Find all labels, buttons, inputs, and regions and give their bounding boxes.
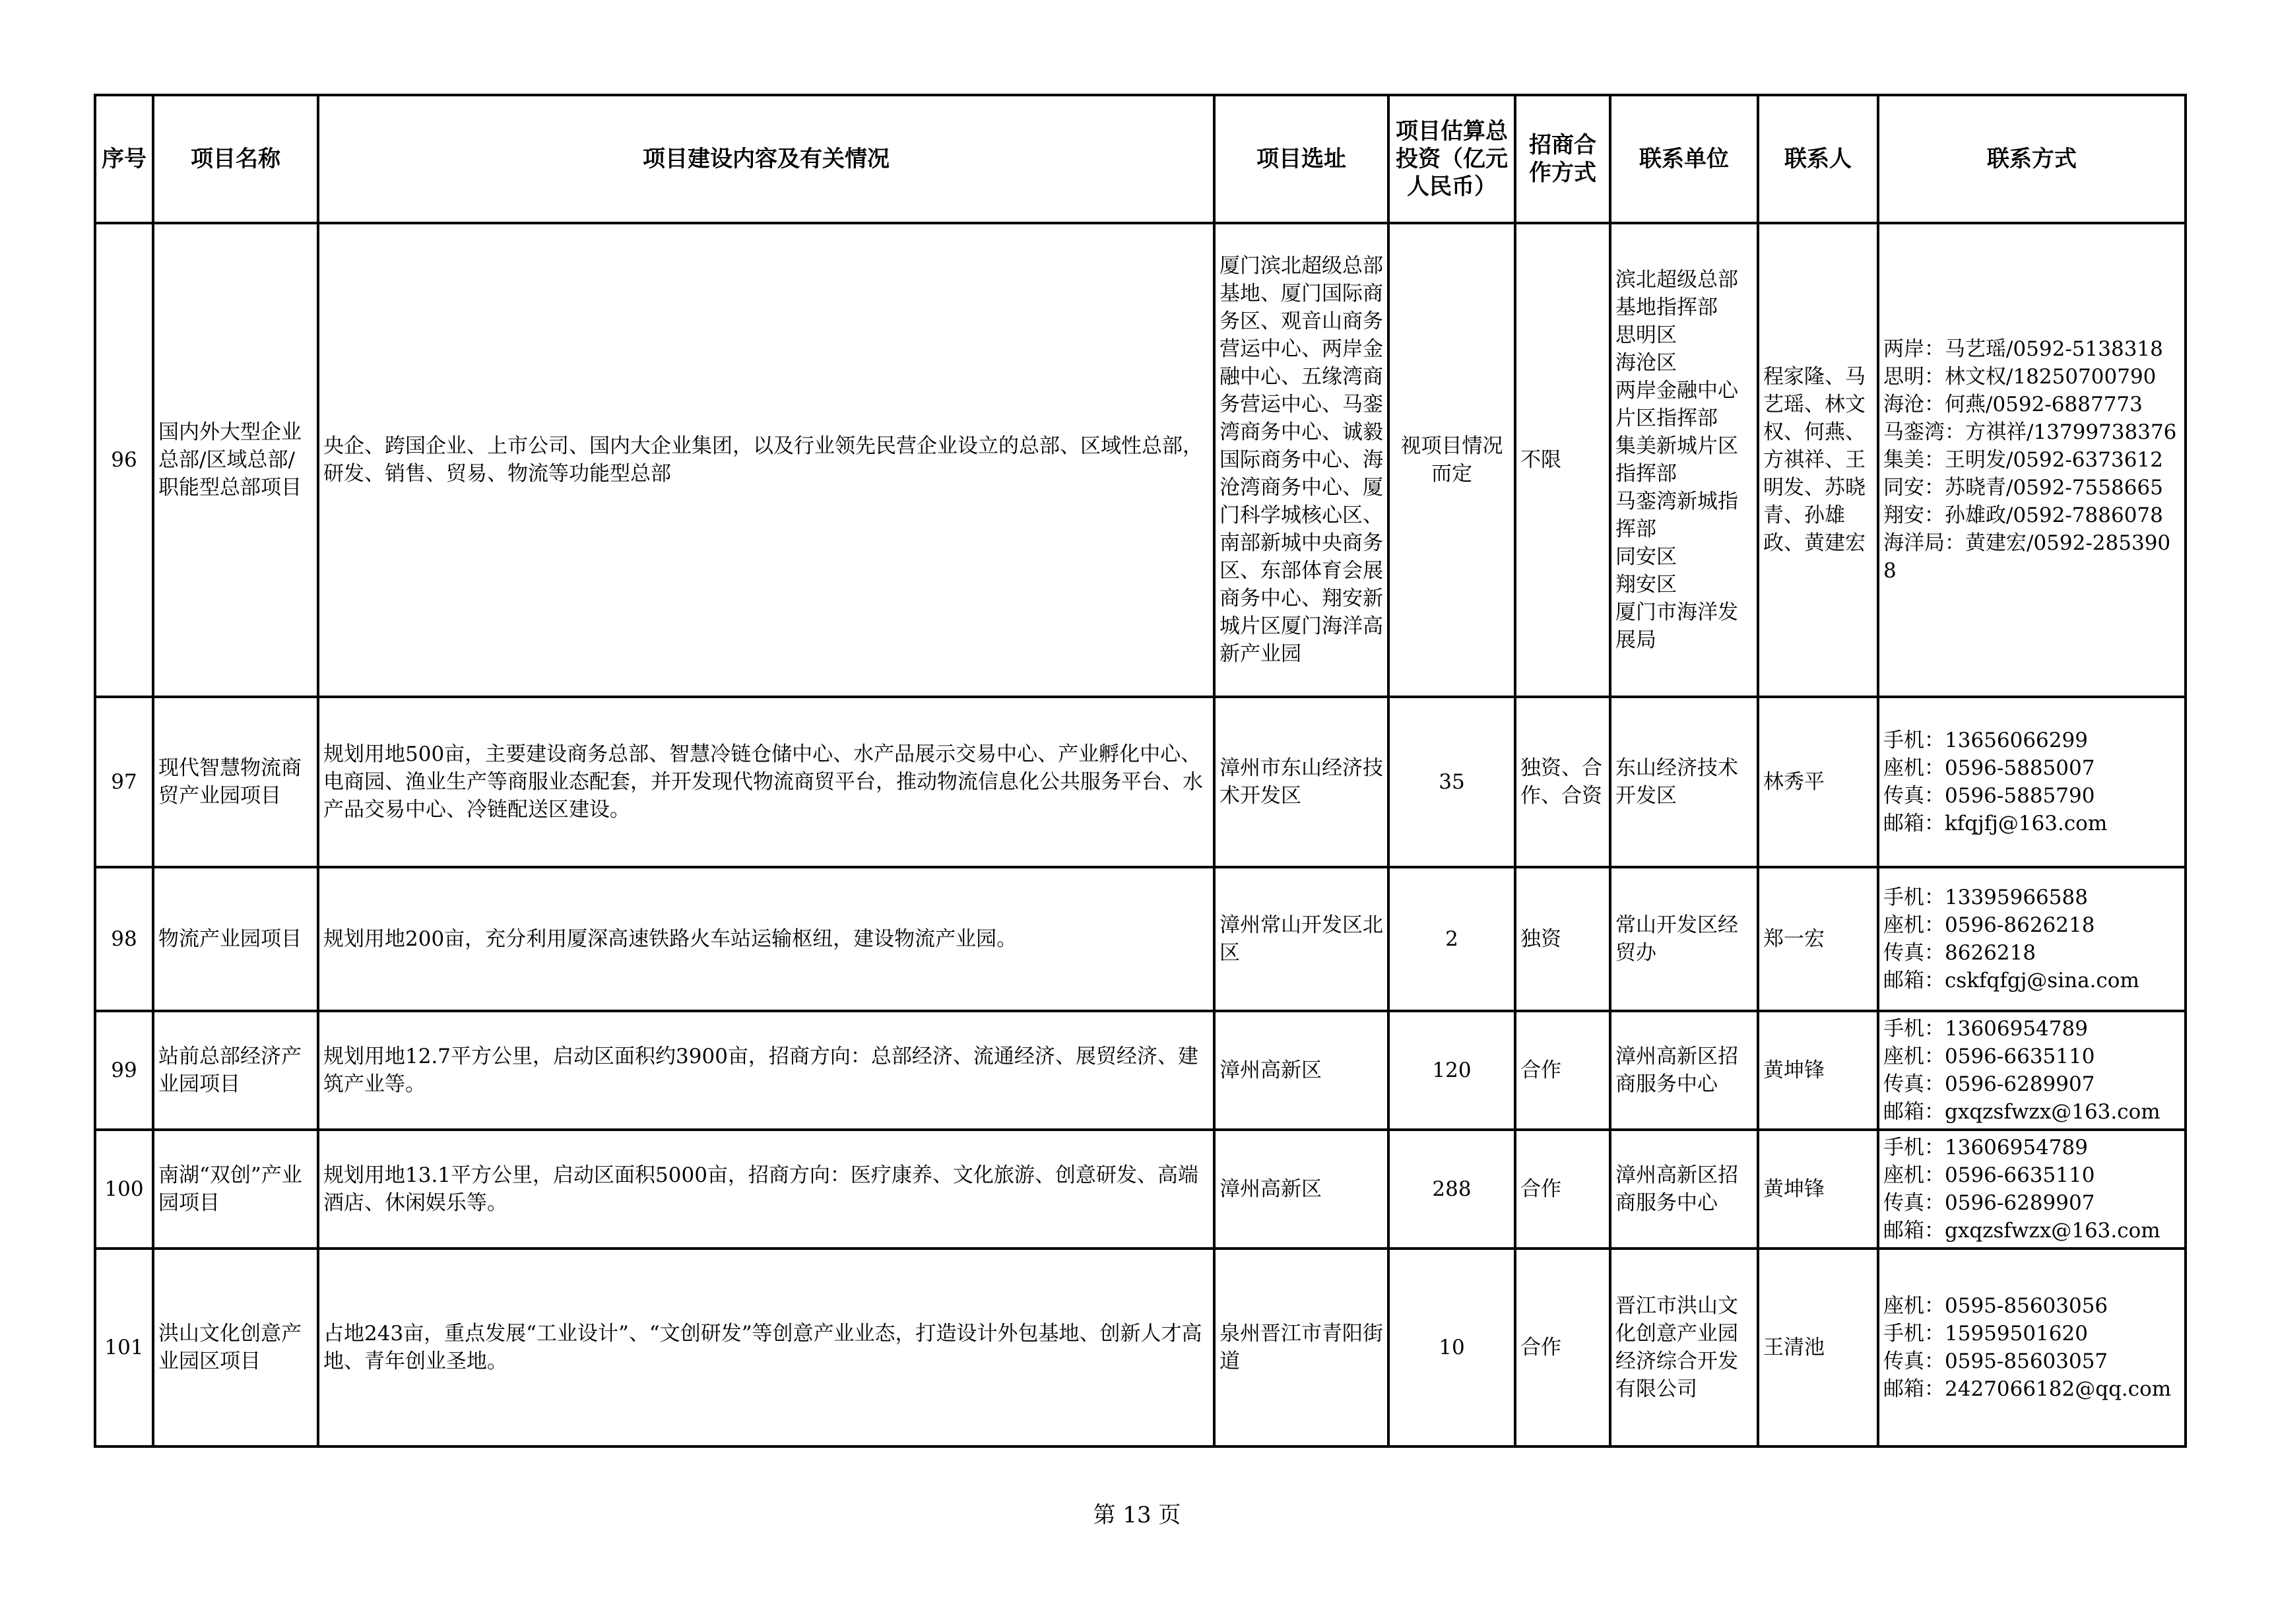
contact-line: 座机：0596-6635110 (1883, 1045, 2095, 1068)
cell-mode: 不限 (1515, 223, 1610, 697)
unit-line: 厦门市海洋发展局 (1615, 601, 1738, 652)
unit-line: 漳州高新区招商服务中心 (1615, 1163, 1738, 1215)
cell-mode: 合作 (1515, 1130, 1610, 1249)
cell-person: 黄坤锋 (1758, 1130, 1878, 1249)
contact-line: 传真：0596-6289907 (1883, 1072, 2095, 1096)
contact-line: 手机：13606954789 (1883, 1136, 2088, 1159)
cell-person: 黄坤锋 (1758, 1011, 1878, 1130)
cell-mode: 独资、合作、合资 (1515, 697, 1610, 867)
cell-unit (1610, 223, 1758, 697)
cell-name: 国内外大型企业总部/区域总部/职能型总部项目 (153, 223, 318, 697)
contact-line: 思明：林文权/18250700790 (1883, 365, 2157, 389)
contact-line: 邮箱：cskfqfgj@sina.com (1883, 969, 2139, 992)
cell-name: 站前总部经济产业园项目 (153, 1011, 318, 1130)
cell-mode: 合作 (1515, 1011, 1610, 1130)
contact-line: 传真：0595-85603057 (1883, 1349, 2108, 1373)
unit-line: 滨北超级总部基地指挥部 (1615, 268, 1738, 319)
unit-line: 漳州高新区招商服务中心 (1615, 1045, 1738, 1096)
unit-line: 海沧区 (1615, 351, 1677, 375)
cell-investment: 120 (1388, 1011, 1515, 1130)
cell-seq: 101 (95, 1249, 153, 1446)
cell-content: 占地243亩，重点发展“工业设计”、“文创研发”等创意产业业态，打造设计外包基地、创新人才高地、青年创业圣地。 (318, 1249, 1214, 1446)
project-table-container (94, 94, 2187, 1448)
cell-name: 南湖“双创”产业园项目 (153, 1130, 318, 1249)
contact-line: 同安：苏晓青/0592-7558665 (1883, 476, 2163, 500)
cell-investment: 10 (1388, 1249, 1515, 1446)
cell-content: 规划用地12.7平方公里，启动区面积约3900亩，招商方向：总部经济、流通经济、展贸经济、建筑产业等。 (318, 1011, 1214, 1130)
cell-seq: 96 (95, 223, 153, 697)
cell-contact (1878, 1011, 2186, 1130)
contact-line: 手机：13395966588 (1883, 886, 2088, 909)
table-row (95, 1130, 2186, 1249)
cell-mode: 合作 (1515, 1249, 1610, 1446)
cell-content: 央企、跨国企业、上市公司、国内大企业集团，以及行业领先民营企业设立的总部、区域性总部，研发、销售、贸易、物流等功能型总部 (318, 223, 1214, 697)
cell-name: 物流产业园项目 (153, 867, 318, 1011)
header-seq: 序号 (95, 95, 153, 223)
cell-name: 现代智慧物流商贸产业园项目 (153, 697, 318, 867)
contact-line: 座机：0596-8626218 (1883, 913, 2095, 937)
header-site: 项目选址 (1214, 95, 1388, 223)
cell-contact (1878, 867, 2186, 1011)
cell-person: 林秀平 (1758, 697, 1878, 867)
cell-site: 泉州晋江市青阳街道 (1214, 1249, 1388, 1446)
cell-investment: 2 (1388, 867, 1515, 1011)
header-person: 联系人 (1758, 95, 1878, 223)
contact-line: 海沧：何燕/0592-6887773 (1883, 393, 2143, 416)
cell-site: 漳州市东山经济技术开发区 (1214, 697, 1388, 867)
cell-unit (1610, 1249, 1758, 1446)
unit-line: 两岸金融中心片区指挥部 (1615, 379, 1738, 430)
cell-person: 王清池 (1758, 1249, 1878, 1446)
cell-seq: 98 (95, 867, 153, 1011)
cell-investment: 视项目情况而定 (1388, 223, 1515, 697)
header-name: 项目名称 (153, 95, 318, 223)
table-row (95, 867, 2186, 1011)
cell-investment: 288 (1388, 1130, 1515, 1249)
cell-unit (1610, 867, 1758, 1011)
unit-line: 晋江市洪山文化创意产业园经济综合开发有限公司 (1615, 1294, 1738, 1401)
header-mode: 招商合作方式 (1515, 95, 1610, 223)
cell-unit (1610, 1130, 1758, 1249)
contact-line: 传真：8626218 (1883, 941, 2036, 965)
table-row (95, 1249, 2186, 1446)
cell-person: 程家隆、马艺瑶、林文权、何燕、方祺祥、王明发、苏晓青、孙雄政、黄建宏 (1758, 223, 1878, 697)
cell-seq: 99 (95, 1011, 153, 1130)
header-content: 项目建设内容及有关情况 (318, 95, 1214, 223)
contact-line: 两岸：马艺瑶/0592-5138318 (1883, 337, 2163, 361)
cell-content: 规划用地200亩，充分利用厦深高速铁路火车站运输枢纽，建设物流产业园。 (318, 867, 1214, 1011)
cell-investment: 35 (1388, 697, 1515, 867)
cell-name: 洪山文化创意产业园区项目 (153, 1249, 318, 1446)
unit-line: 东山经济技术开发区 (1615, 756, 1738, 808)
cell-person: 郑一宏 (1758, 867, 1878, 1011)
header-investment: 项目估算总投资（亿元人民币） (1388, 95, 1515, 223)
cell-site: 漳州常山开发区北区 (1214, 867, 1388, 1011)
unit-line: 集美新城片区指挥部 (1615, 434, 1738, 486)
contact-line: 座机：0596-6635110 (1883, 1163, 2095, 1187)
unit-line: 常山开发区经贸办 (1615, 913, 1738, 965)
header-unit: 联系单位 (1610, 95, 1758, 223)
unit-line: 思明区 (1615, 323, 1677, 347)
cell-content: 规划用地13.1平方公里，启动区面积5000亩，招商方向：医疗康养、文化旅游、创意研发、高端酒店、休闲娱乐等。 (318, 1130, 1214, 1249)
contact-line: 座机：0596-5885007 (1883, 756, 2095, 780)
contact-line: 集美：王明发/0592-6373612 (1883, 448, 2163, 472)
cell-site: 厦门滨北超级总部基地、厦门国际商务区、观音山商务营运中心、两岸金融中心、五缘湾商务营运中心、马銮湾商务中心、诚毅国际商务中心、海沧湾商务中心、厦门科学城核心区、南部新城中央商务区、东部体育会展商务中心、翔安新城片区厦门海洋高新产业园 (1214, 223, 1388, 697)
cell-contact (1878, 1130, 2186, 1249)
contact-line: 邮箱：2427066182@qq.com (1883, 1377, 2172, 1401)
contact-line: 座机：0595-85603056 (1883, 1294, 2108, 1318)
contact-line: 手机：13606954789 (1883, 1017, 2088, 1041)
cell-seq: 100 (95, 1130, 153, 1249)
header-contact: 联系方式 (1878, 95, 2186, 223)
contact-line: 马銮湾：方祺祥/13799738376 (1883, 420, 2177, 444)
contact-line: 邮箱：gxqzsfwzx@163.com (1883, 1100, 2160, 1124)
page-number: 第 13 页 (1093, 1502, 1181, 1528)
table-row (95, 1011, 2186, 1130)
cell-contact (1878, 223, 2186, 697)
contact-line: 邮箱：gxqzsfwzx@163.com (1883, 1219, 2160, 1243)
contact-line: 翔安：孙雄政/0592-7886078 (1883, 503, 2163, 527)
table-row (95, 223, 2186, 697)
contact-line: 传真：0596-6289907 (1883, 1191, 2095, 1215)
cell-unit (1610, 1011, 1758, 1130)
cell-contact (1878, 1249, 2186, 1446)
contact-line: 邮箱：kfqjfj@163.com (1883, 812, 2108, 835)
cell-unit (1610, 697, 1758, 867)
cell-mode: 独资 (1515, 867, 1610, 1011)
table-row (95, 697, 2186, 867)
unit-line: 马銮湾新城指挥部 (1615, 490, 1738, 541)
cell-contact (1878, 697, 2186, 867)
contact-line: 传真：0596-5885790 (1883, 784, 2095, 808)
header-row (95, 95, 2186, 223)
cell-site: 漳州高新区 (1214, 1130, 1388, 1249)
contact-line: 海洋局：黄建宏/0592-2853908 (1883, 531, 2171, 583)
unit-line: 翔安区 (1615, 573, 1677, 597)
unit-line: 同安区 (1615, 545, 1677, 569)
cell-seq: 97 (95, 697, 153, 867)
contact-line: 手机：15959501620 (1883, 1322, 2088, 1346)
cell-site: 漳州高新区 (1214, 1011, 1388, 1130)
contact-line: 手机：13656066299 (1883, 729, 2088, 752)
project-table (94, 94, 2187, 1448)
cell-content: 规划用地500亩，主要建设商务总部、智慧冷链仓储中心、水产品展示交易中心、产业孵化中心、电商园、渔业生产等商服业态配套，并开发现代物流商贸平台，推动物流信息化公共服务平台、水产品交易中心、冷链配送区建设。 (318, 697, 1214, 867)
